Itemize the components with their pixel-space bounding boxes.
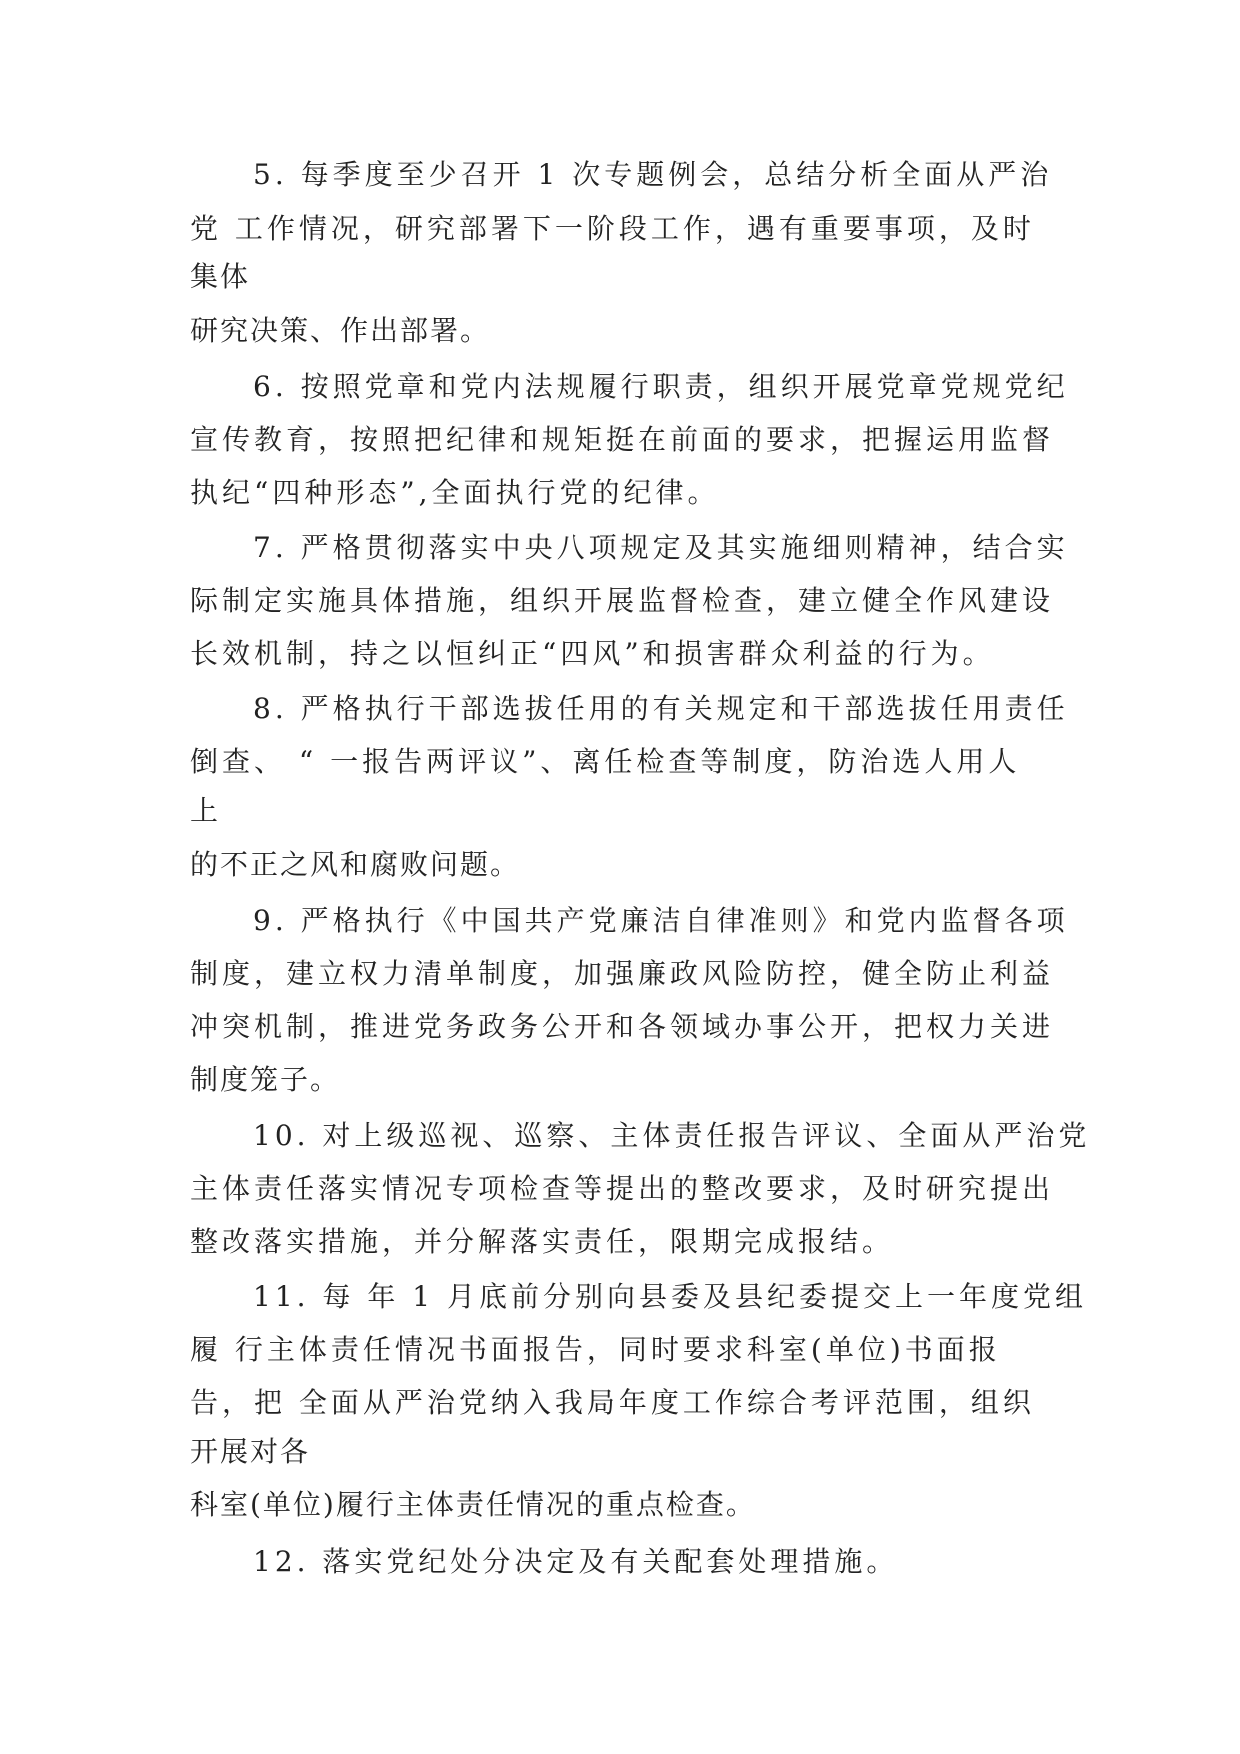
paragraph-8-line-3: 上 <box>190 794 221 827</box>
paragraph-10-line-3: 整改落实措施，并分解落实责任，限期完成报结。 <box>190 1225 895 1258</box>
paragraph-9-line-2: 制度，建立权力清单制度，加强廉政风险防控，健全防止利益 <box>190 957 1055 990</box>
paragraph-6-line-1: 6. 按照党章和党内法规履行职责，组织开展党章党规党纪 <box>253 370 1069 403</box>
paragraph-8-line-2: 倒查、 “ 一报告两评议”、离任检查等制度，防治选人用人 <box>190 745 1021 778</box>
paragraph-8-line-4: 的不正之风和腐败问题。 <box>190 848 521 881</box>
paragraph-10-line-1: 10. 对上级巡视、巡察、主体责任报告评议、全面从严治党 <box>253 1119 1091 1152</box>
paragraph-11-line-5: 科室(单位)履行主体责任情况的重点检查。 <box>190 1488 756 1521</box>
paragraph-5-line-3: 集体 <box>190 260 251 293</box>
paragraph-9-line-4: 制度笼子。 <box>190 1063 341 1096</box>
paragraph-6-line-3: 执纪“四种形态”,全面执行党的纪律。 <box>190 476 720 509</box>
paragraph-9-line-3: 冲突机制，推进党务政务公开和各领域办事公开，把权力关进 <box>190 1010 1055 1043</box>
paragraph-8-line-1: 8. 严格执行干部选拔任用的有关规定和干部选拔任用责任 <box>253 692 1069 725</box>
paragraph-12-line-1: 12. 落实党纪处分决定及有关配套处理措施。 <box>253 1545 899 1578</box>
paragraph-9-line-1: 9. 严格执行《中国共产党廉洁自律准则》和党内监督各项 <box>253 904 1069 937</box>
paragraph-7-line-2: 际制定实施具体措施，组织开展监督检查，建立健全作风建设 <box>190 584 1055 617</box>
paragraph-6-line-2: 宣传教育，按照把纪律和规矩挺在前面的要求，把握运用监督 <box>190 423 1055 456</box>
paragraph-5-line-4: 研究决策、作出部署。 <box>190 314 491 347</box>
paragraph-11-line-2: 履 行主体责任情况书面报告，同时要求科室(单位)书面报 <box>190 1333 1001 1366</box>
paragraph-7-line-1: 7. 严格贯彻落实中央八项规定及其实施细则精神，结合实 <box>253 531 1069 564</box>
paragraph-11-line-3: 告，把 全面从严治党纳入我局年度工作综合考评范围，组织 <box>190 1386 1035 1419</box>
paragraph-10-line-2: 主体责任落实情况专项检查等提出的整改要求，及时研究提出 <box>190 1172 1055 1205</box>
paragraph-7-line-3: 长效机制，持之以恒纠正“四风”和损害群众利益的行为。 <box>190 637 995 670</box>
paragraph-11-line-4: 开展对各 <box>190 1435 311 1468</box>
paragraph-5-line-1: 5. 每季度至少召开 1 次专题例会，总结分析全面从严治 <box>253 158 1053 191</box>
paragraph-11-line-1: 11. 每 年 1 月底前分别向县委及县纪委提交上一年度党组 <box>253 1280 1087 1313</box>
paragraph-5-line-2: 党 工作情况，研究部署下一阶段工作，遇有重要事项，及时 <box>190 212 1035 245</box>
